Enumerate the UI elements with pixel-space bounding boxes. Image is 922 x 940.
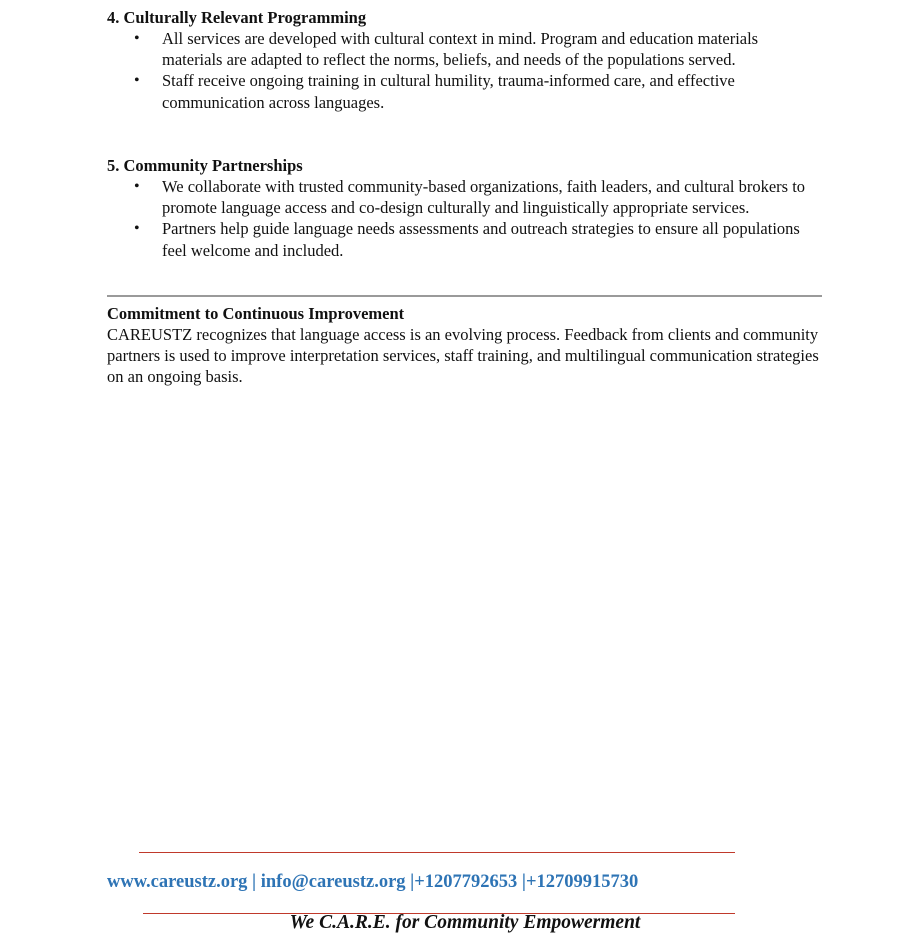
- section-commitment: [107, 303, 822, 388]
- section-heading: Commitment to Continuous Improvement: [107, 304, 405, 323]
- bullet-list: [107, 28, 822, 113]
- bullet-text: Staff receive ongoing training in cultural humility, trauma-informed care, and effective communication across languages.: [162, 71, 735, 112]
- list-item: [107, 70, 822, 112]
- bullet-text: We collaborate with trusted community-based organizations, faith leaders, and cultural brokers to promote language access and co-design culturally and linguistically appropriate services.: [162, 177, 806, 218]
- bullet-icon: •: [134, 72, 140, 90]
- bullet-list: [107, 176, 822, 261]
- list-item: [107, 176, 822, 218]
- section-divider: [107, 295, 822, 297]
- footer-tagline: We C.A.R.E. for Community Empowerment: [289, 912, 641, 933]
- section-community-partnerships: [107, 155, 822, 261]
- section-culturally-relevant-programming: [107, 7, 822, 113]
- footer-rule-top: [139, 852, 735, 853]
- bullet-text: Partners help guide language needs assessments and outreach strategies to ensure all populations feel welcome and included.: [162, 219, 800, 260]
- footer-contact-line[interactable]: www.careustz.org | info@careustz.org |+1207792653 |+12709915730: [107, 872, 639, 892]
- bullet-icon: •: [134, 220, 140, 238]
- commitment-body: CAREUSTZ recognizes that language access is an evolving process. Feedback from clients and community partners is used to improve interpretation services, staff training, and multilingual communication strategies on an ongoing basis.: [107, 325, 819, 387]
- list-item: [107, 218, 822, 260]
- bullet-icon: •: [134, 178, 140, 195]
- section-heading: 5. Community Partnerships: [107, 156, 303, 175]
- bullet-icon: •: [134, 30, 140, 47]
- section-heading: 4. Culturally Relevant Programming: [107, 8, 367, 27]
- bullet-text: All services are developed with cultural context in mind. Program and education materials materials are adapted to reflect the norms, beliefs, and needs of the populations served.: [162, 29, 759, 70]
- list-item: [107, 28, 822, 70]
